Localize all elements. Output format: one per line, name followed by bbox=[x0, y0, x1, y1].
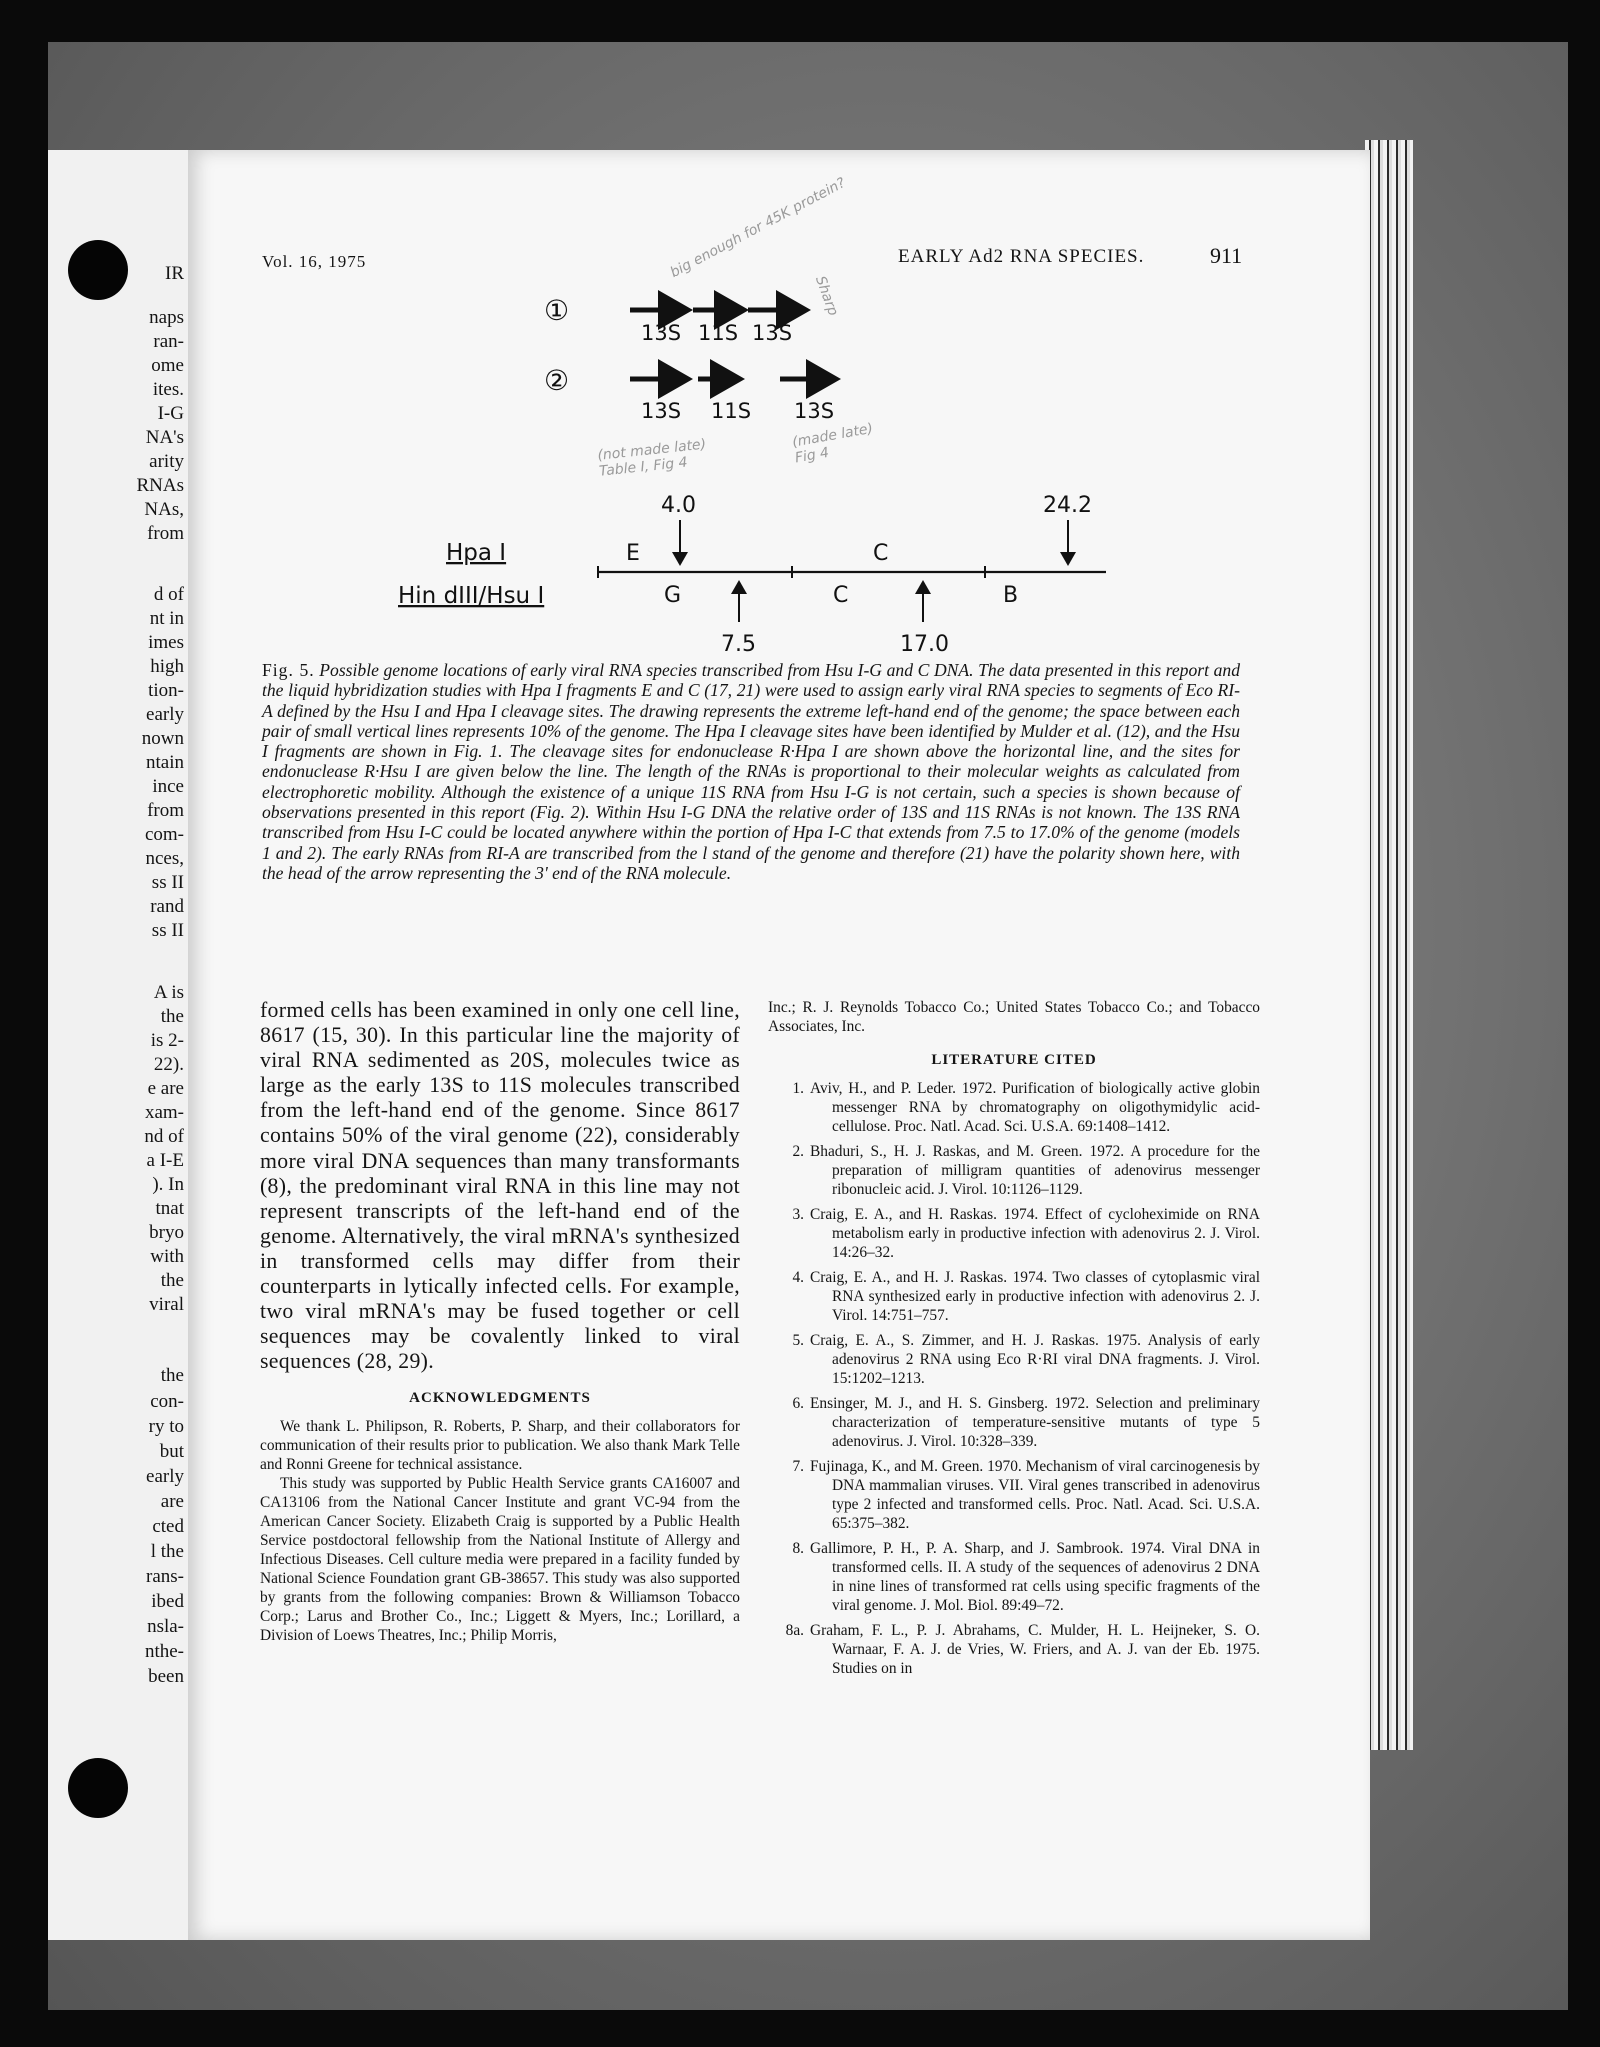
journal-page bbox=[188, 150, 1370, 1940]
running-head-volume: Vol. 16, 1975 bbox=[262, 252, 367, 271]
left-fragment-line: ince bbox=[152, 776, 184, 797]
handwritten-note: (not made late) Table I, Fig 4 bbox=[596, 436, 707, 480]
left-fragment-line: arity bbox=[149, 451, 184, 472]
model-1-label: 13S bbox=[641, 321, 682, 345]
left-fragment-line: I-G bbox=[157, 403, 184, 424]
reference-item bbox=[768, 1394, 1260, 1451]
reference-number: 8a. bbox=[785, 1622, 804, 1639]
model-2-label: 13S bbox=[794, 399, 835, 423]
genome-map-figure bbox=[188, 150, 1370, 680]
reference-item bbox=[768, 1079, 1260, 1136]
running-head-title: EARLY Ad2 RNA SPECIES. bbox=[898, 246, 1145, 267]
site-label-24-2: 24.2 bbox=[1043, 493, 1092, 518]
left-column bbox=[260, 998, 740, 1645]
left-fragment-line: early bbox=[146, 1466, 184, 1487]
reference-item bbox=[768, 1539, 1260, 1615]
reference-number: 3. bbox=[792, 1206, 804, 1223]
punch-hole bbox=[68, 1758, 128, 1818]
left-fragment-line: e are bbox=[147, 1078, 184, 1099]
left-fragment-line: ss II bbox=[151, 872, 184, 893]
right-column bbox=[768, 998, 1260, 1684]
left-fragment-line: a I-E bbox=[146, 1150, 184, 1171]
model-2-number: ② bbox=[544, 364, 570, 397]
left-fragment-line: the bbox=[160, 1270, 184, 1291]
left-fragment-line: from bbox=[147, 800, 184, 821]
left-fragment-line: ry to bbox=[148, 1416, 184, 1437]
reference-number: 1. bbox=[792, 1080, 804, 1097]
left-fragment-line: ibed bbox=[151, 1591, 184, 1612]
reference-item bbox=[768, 1331, 1260, 1388]
model-1-number: ① bbox=[544, 294, 570, 327]
reference-text: Aviv, H., and P. Leder. 1972. Purification of biologically active globin messenger RNA by chromatography on oligothymidylic acid-cellulose. Proc. Natl. Acad. Sci. U.S.A. 69:1408–1412. bbox=[810, 1080, 1260, 1135]
reference-text: Graham, F. L., P. J. Abrahams, C. Mulder, H. L. Heijneker, S. O. Warnaar, F. A. J. de Vries, W. Friers, and A. J. van der Eb. 1975. Studies on in bbox=[810, 1622, 1260, 1677]
left-fragment-line: with bbox=[150, 1246, 184, 1267]
handwritten-note: (made late) Fig 4 bbox=[790, 420, 875, 467]
left-fragment-line: nsla- bbox=[147, 1616, 184, 1637]
left-fragment-line: ran- bbox=[153, 331, 184, 352]
left-fragment-line: ites. bbox=[152, 379, 184, 400]
reference-text: Fujinaga, K., and M. Green. 1970. Mechanism of viral carcinogenesis by DNA mammalian viruses. VII. Viral genes transcribed in adenovirus type 2 infected and transformed cells. Proc. Natl. Acad. Sci. U.S.A. 65:375–382. bbox=[810, 1458, 1260, 1532]
reference-number: 7. bbox=[792, 1458, 804, 1475]
reference-list bbox=[768, 1079, 1260, 1678]
left-fragment-line: imes bbox=[148, 632, 184, 653]
acknowledgments-continued: Inc.; R. J. Reynolds Tobacco Co.; United States Tobacco Co.; and Tobacco Associates, Inc. bbox=[768, 999, 1260, 1035]
reference-text: Gallimore, P. H., P. A. Sharp, and J. Sambrook. 1974. Viral DNA in transformed cells. II. A study of the sequences of adenovirus 2 DNA in nine lines of transformed rat cells using specific fragments of the viral genome. J. Mol. Biol. 89:49–72. bbox=[810, 1540, 1260, 1614]
figure-caption bbox=[262, 660, 1240, 883]
handwritten-note: big enough for 45K protein? bbox=[667, 174, 849, 282]
reference-number: 2. bbox=[792, 1143, 804, 1160]
reference-item bbox=[768, 1205, 1260, 1262]
left-fragment-line: d of bbox=[153, 584, 184, 605]
left-fragment-line: naps bbox=[149, 307, 184, 328]
left-fragment-line: A is bbox=[153, 982, 184, 1003]
reference-text: Craig, E. A., S. Zimmer, and H. J. Raskas. 1975. Analysis of early adenovirus 2 RNA using Eco R·RI viral DNA fragments. J. Virol. 15:1202–1213. bbox=[810, 1332, 1260, 1387]
left-fragment-line: NAs, bbox=[144, 499, 184, 520]
left-fragment-line: nces, bbox=[145, 848, 184, 869]
page-number: 911 bbox=[1210, 243, 1243, 268]
acknowledgments-heading: ACKNOWLEDGMENTS bbox=[409, 1390, 591, 1407]
literature-heading: LITERATURE CITED bbox=[931, 1052, 1097, 1068]
reference-number: 6. bbox=[792, 1395, 804, 1412]
left-fragment-line: con- bbox=[150, 1391, 184, 1412]
reference-text: Craig, E. A., and H. Raskas. 1974. Effect of cycloheximide on RNA metabolism early in productive infection with adenovirus 2. J. Virol. 14:26–32. bbox=[810, 1206, 1260, 1261]
left-fragment-line: ome bbox=[151, 355, 184, 376]
left-fragment-line: ntain bbox=[146, 752, 184, 773]
hsu-fragment-b: B bbox=[1003, 583, 1019, 608]
left-fragment-line: high bbox=[150, 656, 184, 677]
acknowledgments-paragraph: We thank L. Philipson, R. Roberts, P. Sharp, and their collaborators for communication of their results prior to publication. We also thank Mark Telle and Ronni Greene for technical assistance. bbox=[260, 1418, 740, 1474]
site-label-7-5: 7.5 bbox=[721, 632, 756, 657]
left-fragment-line: RNAs bbox=[136, 475, 184, 496]
hpa-fragment-c: C bbox=[873, 541, 889, 566]
reference-item bbox=[768, 1142, 1260, 1199]
left-fragment-line: the bbox=[160, 1365, 184, 1386]
left-fragment-line: 22). bbox=[153, 1054, 184, 1075]
figure-label: Fig. 5. bbox=[262, 660, 315, 680]
left-fragment-line: ). In bbox=[152, 1174, 184, 1195]
reference-item bbox=[768, 1621, 1260, 1678]
left-fragment-line: ss II bbox=[151, 920, 184, 941]
body-paragraph: formed cells has been examined in only one cell line, 8617 (15, 30). In this particular line the majority of viral RNA sedimented as 20S, molecules twice as large as the early 13S to 11S molecules transcribed from the left-hand end of the genome. Since 8617 contains 50% of the viral genome (22), considerably more viral DNA sequences than many transformants (8), the predominant viral RNA in this line may not represent transcripts of the left-hand end of the genome. Alternatively, the viral mRNA's synthesized in transformed cells may differ from their counterparts in lytically infected cells. For example, two viral mRNA's may be fused together or cell sequences may be covalently linked to viral sequences (28, 29). bbox=[260, 998, 740, 1374]
site-label-17-0: 17.0 bbox=[900, 632, 949, 657]
left-fragment-line: cted bbox=[152, 1516, 184, 1537]
left-fragment-line: tnat bbox=[155, 1198, 184, 1219]
left-fragment-line: been bbox=[148, 1666, 184, 1687]
left-fragment-line: NA's bbox=[145, 427, 184, 448]
reference-item bbox=[768, 1457, 1260, 1533]
model-1-label: 11S bbox=[698, 321, 739, 345]
left-fragment-line: the bbox=[160, 1006, 184, 1027]
hpa-fragment-e: E bbox=[626, 541, 640, 566]
site-label-4-0: 4.0 bbox=[661, 493, 696, 518]
hsu-fragment-g: G bbox=[664, 583, 682, 608]
reference-text: Bhaduri, S., H. J. Raskas, and M. Green. 1972. A procedure for the preparation of milligram quantities of adenovirus messenger ribonucleic acid. J. Virol. 10:1126–1129. bbox=[810, 1143, 1260, 1198]
left-fragment-line: bryo bbox=[149, 1222, 184, 1243]
reference-text: Craig, E. A., and H. J. Raskas. 1974. Two classes of cytoplasmic viral RNA synthesized early in productive infection with adenovirus 2. J. Virol. 14:751–757. bbox=[810, 1269, 1260, 1324]
left-fragment-line: rans- bbox=[146, 1566, 184, 1587]
left-fragment-line: com- bbox=[144, 824, 184, 845]
reference-number: 8. bbox=[792, 1540, 804, 1557]
hind-hsu-label: Hin dIII/Hsu I bbox=[398, 583, 545, 609]
left-fragment-line: but bbox=[159, 1441, 184, 1462]
left-fragment-line: rand bbox=[150, 896, 184, 917]
acknowledgments-paragraph: This study was supported by Public Health Service grants CA16007 and CA13106 from the National Cancer Institute and grant VC-94 from the American Cancer Society. Elizabeth Craig is supported by a Public Health Service postdoctoral fellowship from the National Institute of Allergy and Infectious Diseases. Cell culture media were prepared in a facility funded by National Science Foundation grant GB-38657. This study was also supported by grants from the following companies: Brown & Williamson Tobacco Corp.; Larus and Brother Co., Inc.; Liggett & Myers, Inc.; Lorillard, a Division of Loews Theatres, Inc.; Philip Morris, bbox=[260, 1475, 740, 1645]
left-fragment-line: nt in bbox=[149, 608, 184, 629]
handwritten-note: Sharp bbox=[811, 274, 842, 318]
left-fragment-line: nd of bbox=[144, 1126, 184, 1147]
left-fragment-line: IR bbox=[165, 263, 184, 284]
left-fragment-line: is 2- bbox=[150, 1030, 184, 1051]
model-2-label: 13S bbox=[641, 399, 682, 423]
left-fragment-line: viral bbox=[149, 1294, 184, 1315]
hpa-i-label: Hpa I bbox=[446, 540, 507, 566]
reference-number: 5. bbox=[792, 1332, 804, 1349]
left-fragment-line: are bbox=[160, 1491, 184, 1512]
reference-number: 4. bbox=[792, 1269, 804, 1286]
model-1-label: 13S bbox=[752, 321, 793, 345]
reference-item bbox=[768, 1268, 1260, 1325]
hsu-fragment-c: C bbox=[833, 583, 849, 608]
reference-text: Ensinger, M. J., and H. S. Ginsberg. 1972. Selection and preliminary characterization of temperature-sensitive mutants of type 5 adenovirus. J. Virol. 10:328–339. bbox=[810, 1395, 1260, 1450]
left-fragment-line: early bbox=[146, 704, 184, 725]
model-2-label: 11S bbox=[711, 399, 752, 423]
left-fragment-line: nown bbox=[141, 728, 184, 749]
caption-text: Possible genome locations of early viral RNA species transcribed from Hsu I-G and C DNA. The data presented in this report and the liquid hybridization studies with Hpa I fragments E and C (17, 21) were used to assign early viral RNA species to segments of Eco RI-A defined by the Hsu I and Hpa I cleavage sites. The drawing represents the extreme left-hand end of the genome; the space between each pair of small vertical lines represents 10% of the genome. The Hpa I cleavage sites have been identified by Mulder et al. (12), and the Hsu I fragments are shown in Fig. 1. The cleavage sites for endonuclease R·Hpa I are shown above the horizontal line, and the sites for endonuclease R·Hsu I are given below the line. The length of the RNAs is proportional to their molecular weights as calculated from electrophoretic mobility. Although the existence of a unique 11S RNA from Hsu I-G is not certain, such a species is shown because of observations presented in this report (Fig. 2). Within Hsu I-G DNA the relative order of 13S and 11S RNAs is not known. The 13S RNA transcribed from Hsu I-C could be located anywhere within the portion of Hpa I-C that extends from 7.5 to 17.0% of the genome (models 1 and 2). The early RNAs from RI-A are transcribed from the l stand of the genome and therefore (21) have the polarity shown here, with the head of the arrow representing the 3' end of the RNA molecule. bbox=[262, 660, 1240, 883]
left-page-fragment bbox=[48, 150, 188, 1940]
page-stack-edge bbox=[1365, 140, 1413, 1750]
left-fragment-line: nthe- bbox=[144, 1641, 184, 1662]
left-fragment-line: xam- bbox=[144, 1102, 184, 1123]
left-fragment-line: from bbox=[147, 523, 184, 544]
punch-hole bbox=[68, 240, 128, 300]
left-fragment-line: tion- bbox=[148, 680, 184, 701]
left-fragment-line: l the bbox=[150, 1541, 184, 1562]
